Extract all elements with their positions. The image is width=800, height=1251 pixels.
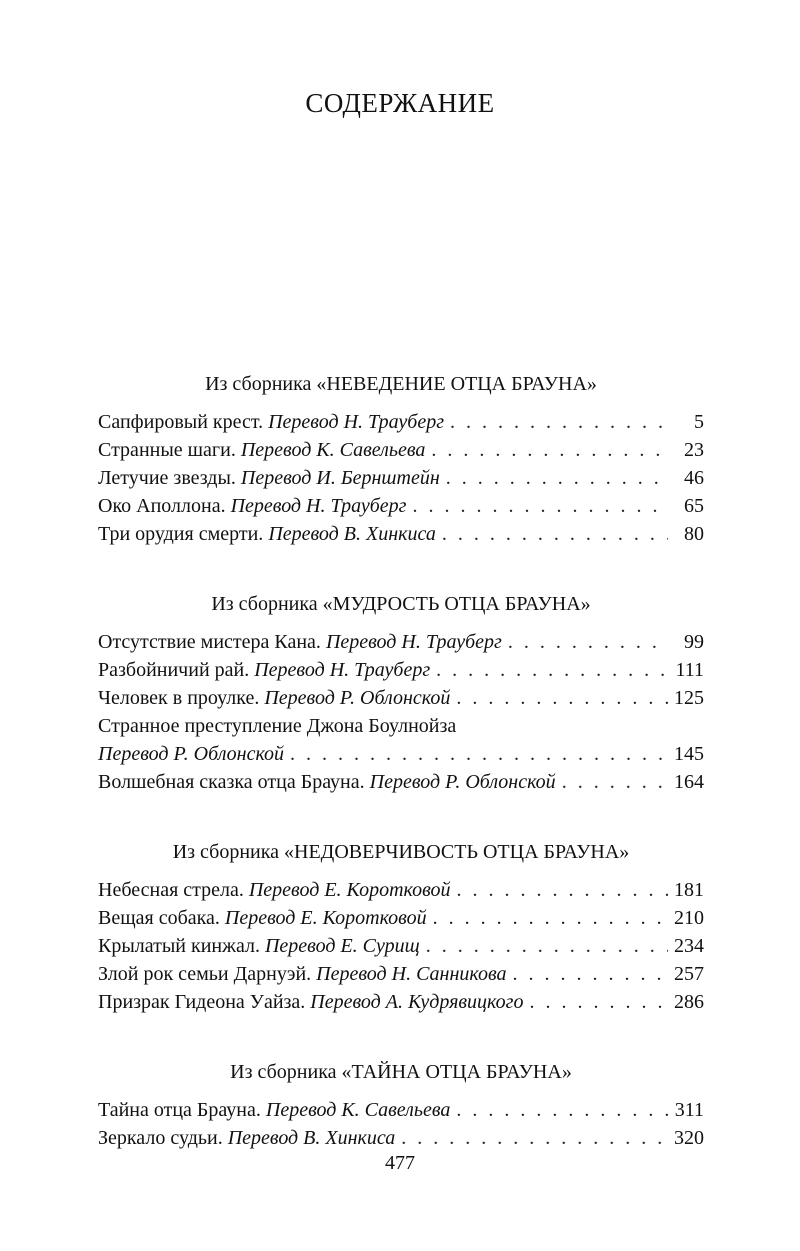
entry-page: 111: [675, 659, 704, 681]
entry-title: Отсутствие мистера Кана.: [98, 631, 321, 653]
toc-entry[interactable]: [98, 656, 704, 684]
entry-title: Зеркало судьи.: [98, 1127, 223, 1149]
toc-entry[interactable]: [98, 436, 704, 464]
entry-page: 210: [674, 907, 704, 929]
toc-entry[interactable]: [98, 1124, 704, 1152]
entry-title: Призрак Гидеона Уайза.: [98, 991, 306, 1013]
entry-title: Тайна отца Брауна.: [98, 1099, 261, 1121]
toc-entry[interactable]: [98, 988, 704, 1016]
toc-entry[interactable]: [98, 876, 704, 904]
entry-title-line: [98, 712, 704, 740]
entry-page: 164: [674, 771, 704, 793]
toc-section-4: [98, 1058, 704, 1152]
leader-dots: [508, 628, 668, 656]
entry-translator: Перевод Е. Коротковой: [248, 879, 451, 901]
toc-entry[interactable]: [98, 768, 704, 796]
entry-page: 311: [674, 1099, 704, 1121]
entry-translator: Перевод Е. Коротковой: [224, 907, 427, 929]
entry-page: 5: [694, 411, 704, 433]
entry-translator: Перевод Р. Облонской: [369, 771, 556, 793]
entry-title: Вещая собака.: [98, 907, 220, 929]
entry-page: 181: [674, 879, 704, 901]
entry-translator: Перевод В. Хинкиса: [268, 523, 436, 545]
leader-dots: [412, 492, 668, 520]
entry-title: Три орудия смерти.: [98, 523, 264, 545]
entry-translator: Перевод Н. Трауберг: [230, 495, 407, 517]
entry-translator: Перевод К. Савельева: [265, 1099, 451, 1121]
toc-entry[interactable]: [98, 932, 704, 960]
entry-page: 46: [684, 467, 704, 489]
page-title: СОДЕРЖАНИЕ: [305, 88, 495, 118]
section-heading: Из сборника «ТАЙНА ОТЦА БРАУНА»: [230, 1061, 572, 1083]
toc-entry[interactable]: [98, 464, 704, 492]
toc-entry[interactable]: [98, 960, 704, 988]
leader-dots: [446, 464, 668, 492]
entry-translator: Перевод Е. Сурищ: [264, 935, 420, 957]
entry-translator-line: [98, 740, 704, 768]
entry-title: Око Аполлона.: [98, 495, 226, 517]
entry-page: 99: [684, 631, 704, 653]
leader-dots: [450, 408, 668, 436]
toc-entry[interactable]: [98, 520, 704, 548]
leader-dots: [426, 932, 668, 960]
leader-dots: [513, 960, 668, 988]
section-heading: Из сборника «НЕДОВЕРЧИВОСТЬ ОТЦА БРАУНА»: [172, 841, 630, 863]
entry-title: Странные шаги.: [98, 439, 236, 461]
toc-entry[interactable]: [98, 904, 704, 932]
leader-dots: [442, 520, 668, 548]
entry-page: 320: [674, 1127, 704, 1149]
leader-dots: [290, 740, 668, 768]
toc-entry[interactable]: [98, 628, 704, 656]
toc-section-2: [98, 590, 704, 796]
entry-page: 80: [684, 523, 704, 545]
entry-translator: Перевод И. Бернштейн: [240, 467, 440, 489]
entry-title: Странное преступление Джона Боулнойза: [98, 715, 457, 737]
page-number: 477: [385, 1152, 415, 1174]
entry-translator: Перевод В. Хинкиса: [227, 1127, 396, 1149]
section-heading: Из сборника «МУДРОСТЬ ОТЦА БРАУНА»: [211, 593, 591, 615]
entry-page: 145: [674, 743, 704, 765]
section-heading: Из сборника «НЕВЕДЕНИЕ ОТЦА БРАУНА»: [205, 373, 597, 395]
entry-title: Злой рок семьи Дарнуэй.: [98, 963, 312, 985]
entry-page: 23: [684, 439, 704, 461]
entry-translator: Перевод Р. Облонской: [264, 687, 451, 709]
entry-translator: Перевод Н. Трауберг: [254, 659, 431, 681]
toc-section-1: [98, 370, 704, 548]
leader-dots: [456, 1096, 668, 1124]
entry-translator: Перевод Н. Трауберг: [268, 411, 444, 433]
entry-translator: Перевод К. Савельева: [240, 439, 426, 461]
leader-dots: [436, 656, 668, 684]
leader-dots: [562, 768, 668, 796]
entry-translator: Перевод Н. Трауберг: [325, 631, 502, 653]
leader-dots: [433, 904, 668, 932]
entry-title: Человек в проулке.: [98, 687, 260, 709]
entry-title: Небесная стрела.: [98, 879, 244, 901]
toc-section-3: [98, 838, 704, 1016]
entry-page: 125: [674, 687, 704, 709]
toc-entry[interactable]: [98, 1096, 704, 1124]
entry-translator: Перевод Н. Санникова: [316, 963, 507, 985]
leader-dots: [431, 436, 668, 464]
toc-entry[interactable]: [98, 408, 704, 436]
entry-title: Летучие звезды.: [98, 467, 236, 489]
entry-translator: Перевод А. Кудрявицкого: [310, 991, 524, 1013]
entry-title: Крылатый кинжал.: [98, 935, 260, 957]
leader-dots: [456, 684, 668, 712]
table-of-contents: [98, 370, 704, 1194]
entry-page: 257: [674, 963, 704, 985]
leader-dots: [529, 988, 668, 1016]
entry-title: Сапфировый крест.: [98, 411, 264, 433]
entry-title: Разбойничий рай.: [98, 659, 250, 681]
entry-page: 286: [674, 991, 704, 1013]
entry-page: 65: [684, 495, 704, 517]
leader-dots: [401, 1124, 668, 1152]
toc-entry[interactable]: [98, 492, 704, 520]
toc-entry-two-line[interactable]: [98, 712, 704, 768]
toc-entry[interactable]: [98, 684, 704, 712]
entry-title: Волшебная сказка отца Брауна.: [98, 771, 365, 793]
entry-page: 234: [674, 935, 704, 957]
entry-translator: Перевод Р. Облонской: [98, 743, 285, 765]
leader-dots: [457, 876, 668, 904]
